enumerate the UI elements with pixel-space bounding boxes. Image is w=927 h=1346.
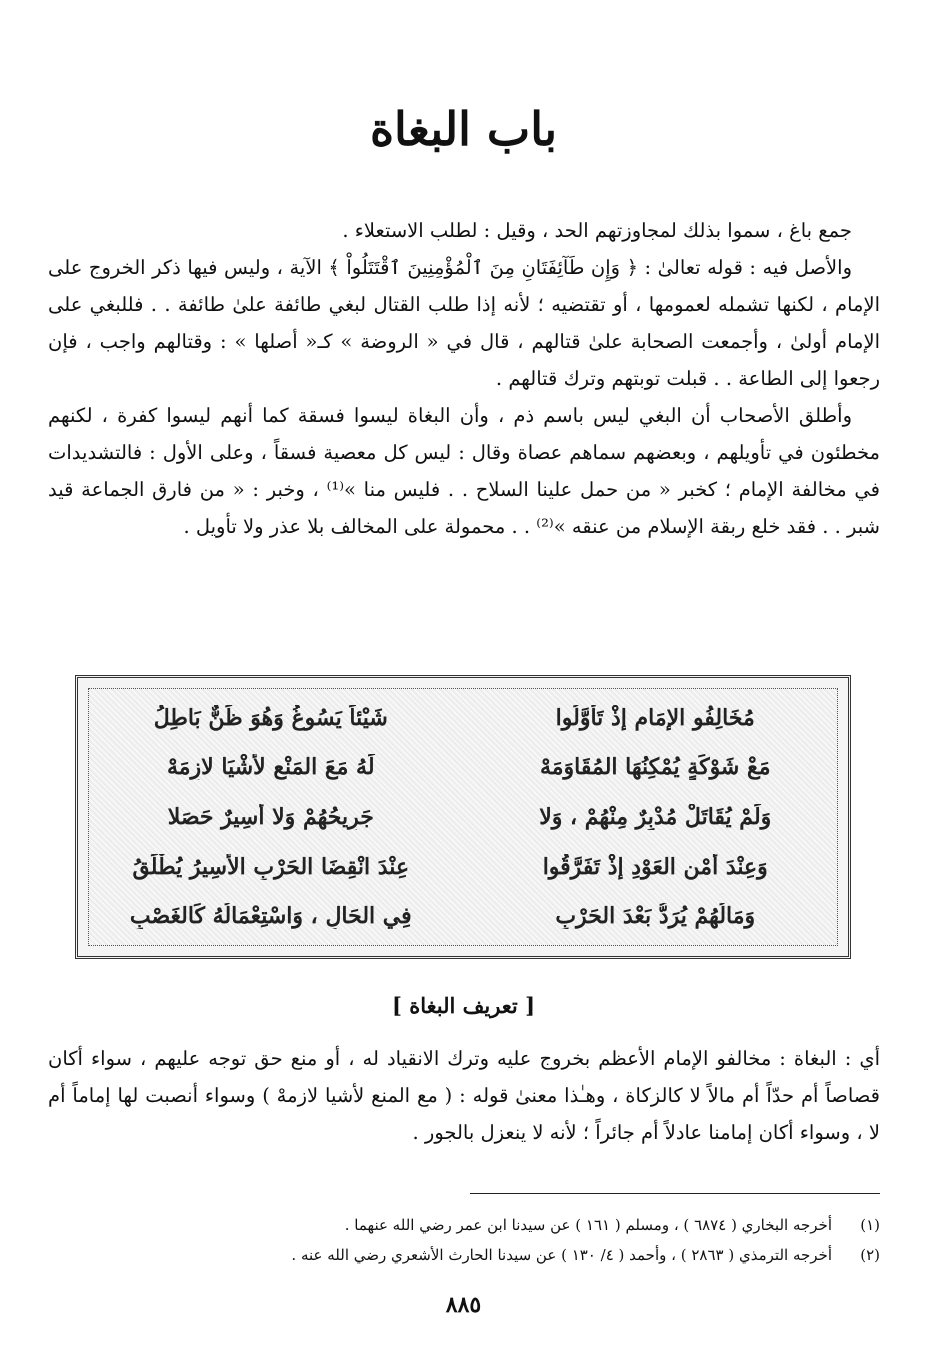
verse-second-half: عِنْدَ انْقِضَا الحَرْبِ الأَسِيرُ يُطْلَقُ: [132, 853, 410, 880]
intro-text: [48, 212, 880, 545]
poem-verse: [107, 854, 819, 880]
verse-second-half: شَيْئاً يَسُوغُ وَهُوَ ظَنٌّ بَاطِلُ: [153, 704, 388, 731]
verse-first-half: مُخَالِفُو الإِمَامِ إِذْ تَأَوَّلُوا: [555, 704, 755, 731]
verse-second-half: لَهُ مَعَ المَنْعِ لأَشْيَا لازِمَهْ: [166, 754, 375, 781]
footnote-text: أخرجه الترمذي ( ٢٨٦٣ ) ، وأحمد ( ٤/ ١٣٠ ) عن سيدنا الحارث الأشعري رضي الله عنه .: [291, 1246, 832, 1264]
footnote-text: أخرجه البخاري ( ٦٨٧٤ ) ، ومسلم ( ١٦١ ) عن سيدنا ابن عمر رضي الله عنهما .: [344, 1216, 832, 1234]
footnote-number: (١): [860, 1216, 880, 1234]
verse-second-half: فِي الحَالِ ، وَاسْتِعْمَالُهُ كَالغَصْبِ: [129, 903, 412, 930]
page-title: باب البغاة: [369, 102, 558, 156]
footnotes: [48, 1210, 880, 1270]
paragraph-bughat-definition: أي : البغاة : مخالفو الإمام الأعظم بخروج عليه وترك الانقياد له ، أو منع حق توجه عليهم ، سواء أكان قصاصاً أم حدّاً أم مالاً لا كالزكاة ، وهـٰذا معنىٰ قوله : ( مع المنع لأشيا لازمهْ ) وسواء أنصبت لها إماماً أم لا ، وسواء أكان إمامنا عادلاً أم جائراً ؛ لأنه لا ينعزل بالجور .: [48, 1047, 880, 1144]
poem-verses: [88, 688, 838, 946]
paragraph-origin: والأصل فيه : قوله تعالىٰ : ﴿ وَإِن طَآئِفَتَانِ مِنَ ٱلْمُؤْمِنِينَ ٱقْتَتَلُواْ ﴾ الآية ، وليس فيها ذكر الخروج على الإمام ، لكنها تشمله لعمومها ، أو تقتضيه ؛ لأنه إذا طلب القتال لبغي طائفة علىٰ طائفة . . فللبغي على الإمام أولىٰ ، وأجمعت الصحابة علىٰ قتالهم ، قال في « الروضة » كـ« أصلها » : وقتالهم واجب ، فإن رجعوا إلى الطاعة . . قبلت توبتهم وترك قتالهم .: [48, 256, 880, 390]
footnote: [48, 1240, 880, 1270]
footnote: [48, 1210, 880, 1240]
verse-first-half: وَعِنْدَ أَمْنِ العَوْدِ إِذْ تَفَرَّقُوا: [542, 853, 768, 880]
footnote-number: (٢): [860, 1246, 880, 1264]
poem-verse: [107, 705, 819, 731]
poem-verse: [107, 804, 819, 830]
verse-first-half: وَمَالُهُمْ يُرَدُّ بَعْدَ الحَرْبِ: [555, 903, 756, 930]
verse-first-half: مَعْ شَوْكَةٍ يُمْكِنُهَا المُقَاوَمَهْ: [539, 754, 771, 781]
section-heading: [ تعريف البغاة ]: [391, 993, 536, 1018]
paragraph-definition: جمع باغ ، سموا بذلك لمجاوزتهم الحد ، وقيل : لطلب الاستعلاء .: [342, 219, 852, 242]
poem-frame: [75, 675, 851, 959]
section-text: [48, 1040, 880, 1151]
poem-verse: [107, 754, 819, 780]
footnote-divider: [470, 1193, 880, 1194]
verse-first-half: وَلَمْ يُقَاتَلْ مُدْبِرٌ مِنْهُمْ ، وَلا: [539, 803, 772, 830]
poem-verse: [107, 903, 819, 929]
paragraph-ruling: وأطلق الأصحاب أن البغي ليس باسم ذم ، وأن البغاة ليسوا فسقة كما أنهم ليسوا كفرة ، لكنهم مخطئون في تأويلهم ، وبعضهم سماهم عصاة وقال : ليس كل معصية فسقاً ، وعلى الأول : فالتشديدات في مخالفة الإمام ؛ كخبر « من حمل علينا السلاح . . فليس منا »⁽¹⁾ ، وخبر : « من فارق الجماعة قيد شبر . . فقد خلع ربقة الإسلام من عنقه »⁽²⁾ . . محمولة على المخالف بلا عذر ولا تأويل .: [48, 404, 881, 538]
page-number: ٨٨٥: [445, 1292, 482, 1318]
verse-second-half: جَرِيحُهُمْ وَلا أَسِيرٌ حَصَلا: [167, 803, 374, 830]
